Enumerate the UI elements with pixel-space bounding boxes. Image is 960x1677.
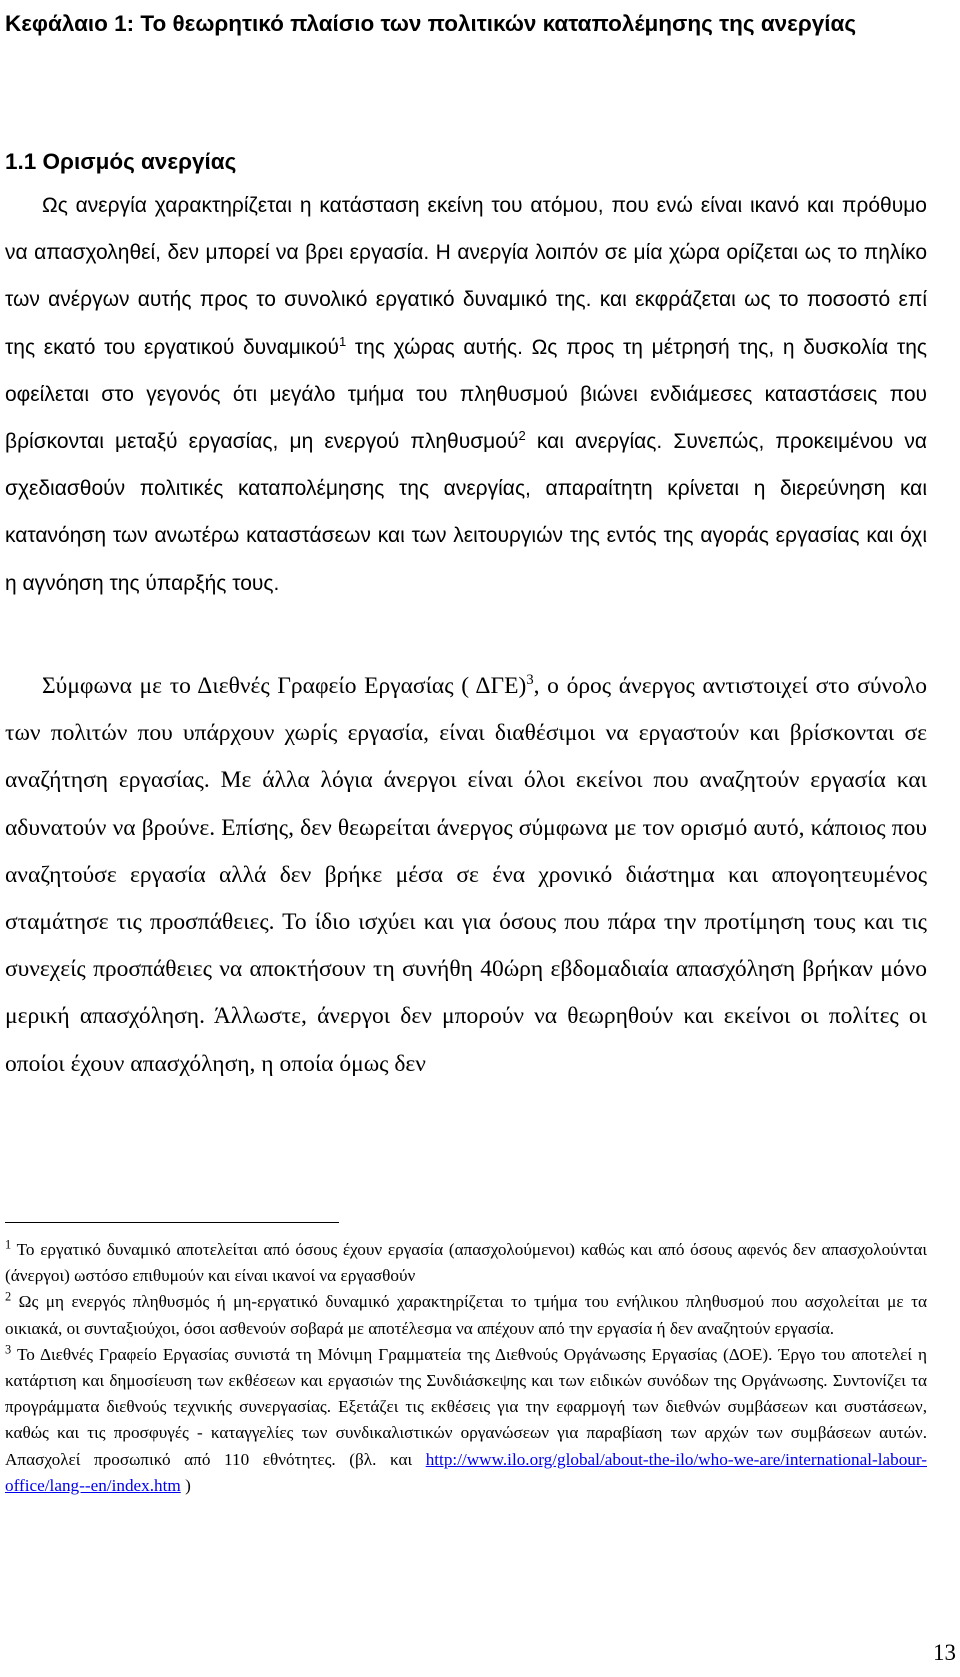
chapter-title: Κεφάλαιο 1: Το θεωρητικό πλαίσιο των πολιτικών καταπολέμησης της ανεργίας bbox=[5, 11, 857, 36]
footnote-ref-2[interactable]: 2 bbox=[518, 428, 526, 444]
paragraph-text: και ανεργίας. Συνεπώς, προκειμένου να σχεδιασθούν πολιτικές καταπολέμησης της ανεργίας, απαραίτητη κρίνεται η διερεύνηση και κατανόηση των ανωτέρω καταστάσεων και των λειτουργιών της εντός της αγοράς εργασίας και όχι η αγνόηση της ύπαρξής τους. bbox=[5, 430, 927, 595]
footnote-ref-1[interactable]: 1 bbox=[338, 333, 347, 349]
paragraph-ilo-definition bbox=[5, 663, 927, 1088]
footnote-text: Το Διεθνές Γραφείο Εργασίας συνιστά τη Μόνιμη Γραμματεία της Διεθνούς Οργάνωσης Εργασίας (ΔΟΕ). Έργο του αποτελεί η κατάρτιση και δημοσίευση των εκθέσεων και εργασιών της Συνδιάσκεψης και των ειδικών συνόδων της Οργάνωσης. Συντονίζει τα προγράμματα διεθνούς τεχνικής συνεργασίας. Εξετάζει τις εκθέσεις για την εφαρμογή των διεθνών συμβάσεων και συστάσεων, καθώς και τις προσφυγές - καταγγελίες των συνδικαλιστικών οργανώσεων για παραβίαση των αρχών των συμβάσεων αυτών. Απασχολεί προσωπικό από 110 εθνότητες. (βλ. και bbox=[5, 1344, 927, 1469]
footnote-text: Το εργατικό δυναμικό αποτελείται από όσους έχουν εργασία (απασχολούμενοι) καθώς και από όσους αφενός δεν απασχολούνται (άνεργοι) ωστόσο επιθυμούν και είναι ικανοί να εργασθούν bbox=[5, 1240, 927, 1286]
ilo-link[interactable]: http://www.ilo.org/global/about-the-ilo/who-we-are/international-labour-office/lang--en/index.htm bbox=[5, 1449, 927, 1495]
footnote-number: 3 bbox=[5, 1342, 12, 1357]
paragraph-text: Σύμφωνα με το Διεθνές Γραφείο Εργασίας ( ΔΓΕ) bbox=[42, 673, 527, 699]
paragraph-text: Ως ανεργία χαρακτηρίζεται η κατάσταση εκείνη του ατόμου, που ενώ είναι ικανό και πρόθυμο να απασχοληθεί, δεν μπορεί να βρει εργασία. Η ανεργία λοιπόν σε μία χώρα ορίζεται ως το πηλίκο των ανέργων αυτής προς το συνολικό εργατικό δυναμικό της. και εκφράζεται ως το ποσοστό επί της εκατό του εργατικού δυναμικού bbox=[5, 194, 927, 359]
footnote-number: 1 bbox=[5, 1237, 12, 1252]
footnote-text: ) bbox=[180, 1475, 191, 1495]
footnote-text: Ως μη ενεργός πληθυσμός ή μη-εργατικό δυναμικό χαρακτηρίζεται το τμήμα του ενήλικου πληθυσμού που ασχολείται με τα οικιακά, οι συνταξιούχοι, όσοι ασθενούν σοβαρά με αποτέλεσμα να απέχουν από την εργασία ή δεν αναζητούν εργασία. bbox=[5, 1292, 927, 1338]
footnote-number: 2 bbox=[5, 1289, 12, 1304]
footnote-1 bbox=[5, 1237, 927, 1289]
footnote-separator bbox=[5, 1222, 339, 1223]
page-number: 13 bbox=[933, 1640, 956, 1665]
paragraph-unemployment-definition bbox=[5, 182, 927, 607]
paragraph-text: της χώρας αυτής. Ως προς τη μέτρησή της, η δυσκολία της οφείλεται στο γεγονός ότι μεγάλο τμήμα του πληθυσμού βιώνει ενδιάμεσες καταστάσεις που βρίσκονται μεταξύ εργασίας, μη ενεργού πληθυσμού bbox=[5, 335, 928, 454]
paragraph-text: , ο όρος άνεργος αντιστοιχεί στο σύνολο των πολιτών που υπάρχουν χωρίς εργασία, είναι διαθέσιμοι να εργαστούν και βρίσκονται σε αναζήτηση εργασίας. Με άλλα λόγια άνεργοι είναι όλοι εκείνοι που αναζητούν εργασία και αδυνατούν να βρούνε. Επίσης, δεν θεωρείται άνεργος σύμφωνα με τον ορισμό αυτό, κάποιος που αναζητούσε εργασία αλλά δεν βρήκε μέσα σε ένα χρονικό διάστημα και απογοητευμένος σταμάτησε τις προσπάθειες. Το ίδιο ισχύει και για όσους που πάρα την προτίμηση τους και τις συνεχείς προσπάθειες να αποκτήσουν τη συνήθη 40ώρη εβδομαδιαία απασχόληση βρήκαν μόνο μερική απασχόληση. Άλλωστε, άνεργοι δεν μπορούν να θεωρηθούν και εκείνοι οι πολίτες οι οποίοι έχουν απασχόληση, η οποία όμως δεν bbox=[5, 673, 928, 1077]
section-title: 1.1 Ορισμός ανεργίας bbox=[5, 149, 237, 174]
footnotes bbox=[5, 1237, 927, 1499]
footnote-ref-3[interactable]: 3 bbox=[526, 672, 534, 689]
footnote-2 bbox=[5, 1289, 927, 1341]
footnote-3 bbox=[5, 1342, 927, 1499]
